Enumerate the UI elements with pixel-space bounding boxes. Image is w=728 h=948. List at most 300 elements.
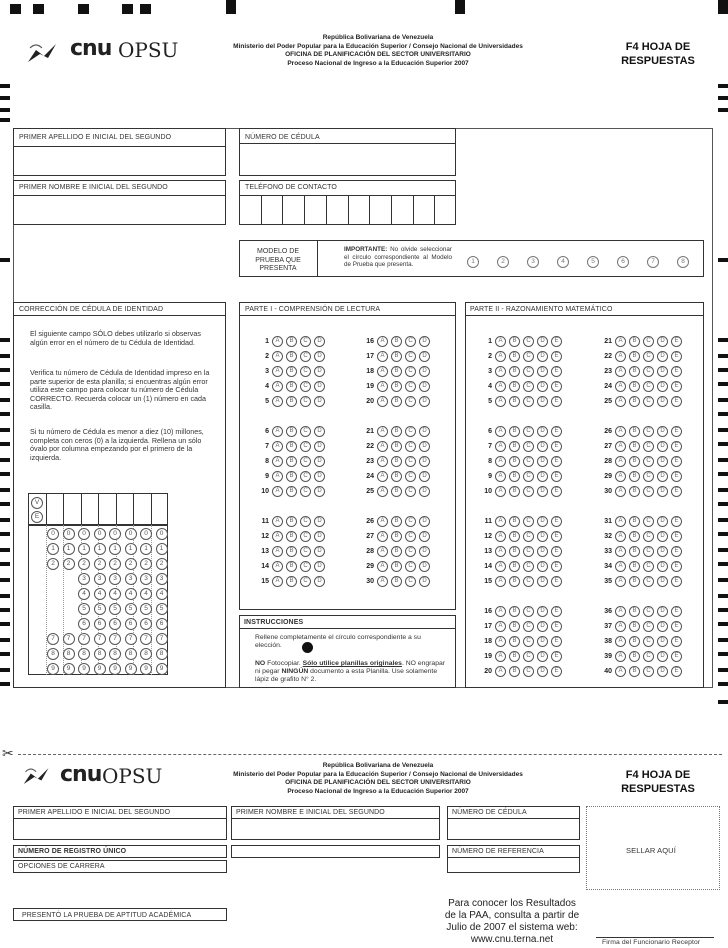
answer-bubble-c[interactable]: C	[523, 561, 534, 572]
answer-bubble-e[interactable]: E	[671, 531, 682, 542]
digit-bubble-9[interactable]: 9	[109, 663, 121, 675]
answer-bubble-e[interactable]: E	[671, 651, 682, 662]
digit-bubble-5[interactable]: 5	[140, 603, 152, 615]
answer-bubble-d[interactable]: D	[419, 471, 430, 482]
answer-bubble-a[interactable]: A	[377, 366, 388, 377]
model-option-4[interactable]: 4	[557, 256, 569, 268]
answer-bubble-c[interactable]: C	[643, 636, 654, 647]
answer-bubble-d[interactable]: D	[537, 531, 548, 542]
answer-bubble-a[interactable]: A	[495, 351, 506, 362]
answer-bubble-b[interactable]: B	[286, 381, 297, 392]
digit-bubble-3[interactable]: 3	[94, 573, 106, 585]
answer-bubble-c[interactable]: C	[523, 636, 534, 647]
answer-bubble-e[interactable]: E	[671, 441, 682, 452]
model-option-7[interactable]: 7	[647, 256, 659, 268]
answer-bubble-d[interactable]: D	[537, 606, 548, 617]
digit-bubble-0[interactable]: 0	[109, 528, 121, 540]
answer-bubble-e[interactable]: E	[551, 576, 562, 587]
answer-bubble-c[interactable]: C	[300, 381, 311, 392]
answer-bubble-e[interactable]: E	[551, 666, 562, 677]
answer-bubble-c[interactable]: C	[300, 441, 311, 452]
answer-bubble-d[interactable]: D	[537, 666, 548, 677]
answer-bubble-a[interactable]: A	[495, 426, 506, 437]
answer-bubble-a[interactable]: A	[495, 561, 506, 572]
answer-bubble-e[interactable]: E	[551, 621, 562, 632]
answer-bubble-d[interactable]: D	[314, 471, 325, 482]
answer-bubble-b[interactable]: B	[629, 531, 640, 542]
answer-bubble-a[interactable]: A	[272, 531, 283, 542]
answer-bubble-c[interactable]: C	[643, 606, 654, 617]
answer-bubble-d[interactable]: D	[657, 636, 668, 647]
digit-bubble-2[interactable]: 2	[109, 558, 121, 570]
answer-bubble-c[interactable]: C	[643, 396, 654, 407]
answer-bubble-c[interactable]: C	[523, 396, 534, 407]
answer-bubble-d[interactable]: D	[314, 441, 325, 452]
answer-bubble-b[interactable]: B	[391, 381, 402, 392]
answer-bubble-b[interactable]: B	[629, 396, 640, 407]
answer-bubble-a[interactable]: A	[377, 456, 388, 467]
answer-bubble-d[interactable]: D	[537, 636, 548, 647]
answer-bubble-d[interactable]: D	[537, 351, 548, 362]
answer-bubble-b[interactable]: B	[629, 351, 640, 362]
answer-bubble-b[interactable]: B	[391, 576, 402, 587]
answer-bubble-d[interactable]: D	[657, 666, 668, 677]
answer-bubble-a[interactable]: A	[495, 366, 506, 377]
answer-bubble-d[interactable]: D	[537, 486, 548, 497]
answer-bubble-b[interactable]: B	[509, 531, 520, 542]
answer-bubble-d[interactable]: D	[314, 546, 325, 557]
answer-bubble-b[interactable]: B	[629, 336, 640, 347]
answer-bubble-a[interactable]: A	[615, 576, 626, 587]
answer-bubble-c[interactable]: C	[643, 336, 654, 347]
answer-bubble-a[interactable]: A	[495, 441, 506, 452]
answer-bubble-b[interactable]: B	[391, 441, 402, 452]
answer-bubble-c[interactable]: C	[523, 336, 534, 347]
answer-bubble-a[interactable]: A	[495, 456, 506, 467]
answer-bubble-a[interactable]: A	[272, 486, 283, 497]
answer-bubble-a[interactable]: A	[272, 561, 283, 572]
answer-bubble-b[interactable]: B	[391, 426, 402, 437]
answer-bubble-e[interactable]: E	[551, 606, 562, 617]
digit-bubble-1[interactable]: 1	[78, 543, 90, 555]
answer-bubble-c[interactable]: C	[523, 666, 534, 677]
answer-bubble-e[interactable]: E	[551, 636, 562, 647]
answer-bubble-e[interactable]: E	[551, 531, 562, 542]
digit-bubble-7[interactable]: 7	[109, 633, 121, 645]
answer-bubble-b[interactable]: B	[629, 441, 640, 452]
answer-bubble-b[interactable]: B	[391, 396, 402, 407]
answer-bubble-b[interactable]: B	[391, 516, 402, 527]
answer-bubble-c[interactable]: C	[300, 456, 311, 467]
answer-bubble-d[interactable]: D	[657, 651, 668, 662]
answer-bubble-b[interactable]: B	[629, 576, 640, 587]
answer-bubble-b[interactable]: B	[391, 561, 402, 572]
digit-bubble-2[interactable]: 2	[125, 558, 137, 570]
answer-bubble-a[interactable]: A	[615, 636, 626, 647]
digit-bubble-9[interactable]: 9	[156, 663, 168, 675]
answer-bubble-b[interactable]: B	[509, 471, 520, 482]
answer-bubble-c[interactable]: C	[643, 546, 654, 557]
answer-bubble-a[interactable]: A	[377, 561, 388, 572]
digit-bubble-3[interactable]: 3	[140, 573, 152, 585]
answer-bubble-d[interactable]: D	[419, 396, 430, 407]
answer-bubble-a[interactable]: A	[615, 351, 626, 362]
answer-bubble-b[interactable]: B	[286, 561, 297, 572]
answer-bubble-e[interactable]: E	[671, 396, 682, 407]
answer-bubble-e[interactable]: E	[551, 651, 562, 662]
answer-bubble-b[interactable]: B	[629, 486, 640, 497]
answer-bubble-a[interactable]: A	[495, 621, 506, 632]
answer-bubble-a[interactable]: A	[615, 366, 626, 377]
answer-bubble-e[interactable]: E	[671, 621, 682, 632]
answer-bubble-d[interactable]: D	[537, 576, 548, 587]
answer-bubble-d[interactable]: D	[419, 336, 430, 347]
answer-bubble-b[interactable]: B	[509, 426, 520, 437]
answer-bubble-c[interactable]: C	[523, 531, 534, 542]
answer-bubble-d[interactable]: D	[419, 576, 430, 587]
digit-bubble-0[interactable]: 0	[47, 528, 59, 540]
answer-bubble-b[interactable]: B	[629, 381, 640, 392]
answer-bubble-c[interactable]: C	[643, 426, 654, 437]
answer-bubble-c[interactable]: C	[643, 561, 654, 572]
answer-bubble-d[interactable]: D	[419, 366, 430, 377]
digit-bubble-9[interactable]: 9	[140, 663, 152, 675]
answer-bubble-c[interactable]: C	[523, 621, 534, 632]
answer-bubble-b[interactable]: B	[509, 351, 520, 362]
answer-bubble-a[interactable]: A	[495, 666, 506, 677]
digit-bubble-1[interactable]: 1	[125, 543, 137, 555]
digit-bubble-2[interactable]: 2	[140, 558, 152, 570]
answer-bubble-a[interactable]: A	[272, 426, 283, 437]
answer-bubble-b[interactable]: B	[509, 576, 520, 587]
answer-bubble-c[interactable]: C	[523, 606, 534, 617]
answer-bubble-b[interactable]: B	[509, 561, 520, 572]
answer-bubble-e[interactable]: E	[551, 486, 562, 497]
digit-bubble-7[interactable]: 7	[94, 633, 106, 645]
answer-bubble-c[interactable]: C	[643, 621, 654, 632]
digit-bubble-3[interactable]: 3	[78, 573, 90, 585]
answer-bubble-d[interactable]: D	[657, 561, 668, 572]
answer-bubble-a[interactable]: A	[495, 636, 506, 647]
answer-bubble-d[interactable]: D	[537, 546, 548, 557]
answer-bubble-a[interactable]: A	[495, 576, 506, 587]
digit-bubble-8[interactable]: 8	[47, 648, 59, 660]
answer-bubble-a[interactable]: A	[615, 546, 626, 557]
digit-bubble-2[interactable]: 2	[63, 558, 75, 570]
digit-bubble-9[interactable]: 9	[47, 663, 59, 675]
digit-bubble-0[interactable]: 0	[78, 528, 90, 540]
answer-bubble-d[interactable]: D	[419, 561, 430, 572]
answer-bubble-b[interactable]: B	[391, 456, 402, 467]
digit-bubble-1[interactable]: 1	[47, 543, 59, 555]
answer-bubble-c[interactable]: C	[300, 471, 311, 482]
answer-bubble-b[interactable]: B	[286, 366, 297, 377]
answer-bubble-e[interactable]: E	[671, 426, 682, 437]
answer-bubble-a[interactable]: A	[377, 426, 388, 437]
digit-bubble-0[interactable]: 0	[94, 528, 106, 540]
answer-bubble-a[interactable]: A	[615, 516, 626, 527]
answer-bubble-e[interactable]: E	[551, 351, 562, 362]
answer-bubble-b[interactable]: B	[391, 546, 402, 557]
answer-bubble-c[interactable]: C	[300, 531, 311, 542]
digit-bubble-6[interactable]: 6	[125, 618, 137, 630]
model-option-3[interactable]: 3	[527, 256, 539, 268]
digit-bubble-9[interactable]: 9	[94, 663, 106, 675]
answer-bubble-d[interactable]: D	[537, 381, 548, 392]
answer-bubble-a[interactable]: A	[272, 516, 283, 527]
answer-bubble-d[interactable]: D	[314, 576, 325, 587]
answer-bubble-a[interactable]: A	[272, 381, 283, 392]
answer-bubble-a[interactable]: A	[615, 561, 626, 572]
digit-bubble-1[interactable]: 1	[140, 543, 152, 555]
answer-bubble-c[interactable]: C	[523, 486, 534, 497]
answer-bubble-b[interactable]: B	[286, 531, 297, 542]
answer-bubble-c[interactable]: C	[523, 576, 534, 587]
digit-bubble-0[interactable]: 0	[156, 528, 168, 540]
answer-bubble-d[interactable]: D	[657, 576, 668, 587]
answer-bubble-c[interactable]: C	[643, 651, 654, 662]
answer-bubble-d[interactable]: D	[419, 351, 430, 362]
answer-bubble-e[interactable]: E	[671, 606, 682, 617]
answer-bubble-d[interactable]: D	[657, 621, 668, 632]
answer-bubble-d[interactable]: D	[314, 426, 325, 437]
answer-bubble-a[interactable]: A	[615, 651, 626, 662]
answer-bubble-e[interactable]: E	[551, 471, 562, 482]
answer-bubble-c[interactable]: C	[405, 516, 416, 527]
answer-bubble-e[interactable]: E	[551, 561, 562, 572]
answer-bubble-b[interactable]: B	[286, 426, 297, 437]
answer-bubble-d[interactable]: D	[657, 456, 668, 467]
answer-bubble-d[interactable]: D	[537, 441, 548, 452]
nationality-e[interactable]: E	[31, 511, 43, 523]
answer-bubble-d[interactable]: D	[657, 441, 668, 452]
answer-bubble-d[interactable]: D	[314, 486, 325, 497]
answer-bubble-b[interactable]: B	[286, 456, 297, 467]
answer-bubble-a[interactable]: A	[377, 336, 388, 347]
answer-bubble-b[interactable]: B	[391, 486, 402, 497]
answer-bubble-b[interactable]: B	[629, 456, 640, 467]
model-option-2[interactable]: 2	[497, 256, 509, 268]
answer-bubble-c[interactable]: C	[405, 576, 416, 587]
digit-bubble-2[interactable]: 2	[94, 558, 106, 570]
answer-bubble-a[interactable]: A	[272, 471, 283, 482]
answer-bubble-d[interactable]: D	[537, 561, 548, 572]
answer-bubble-a[interactable]: A	[495, 471, 506, 482]
digit-bubble-1[interactable]: 1	[94, 543, 106, 555]
answer-bubble-b[interactable]: B	[509, 396, 520, 407]
answer-bubble-d[interactable]: D	[657, 516, 668, 527]
answer-bubble-e[interactable]: E	[551, 546, 562, 557]
answer-bubble-d[interactable]: D	[657, 546, 668, 557]
answer-bubble-d[interactable]: D	[657, 606, 668, 617]
answer-bubble-c[interactable]: C	[523, 381, 534, 392]
answer-bubble-e[interactable]: E	[671, 636, 682, 647]
answer-bubble-d[interactable]: D	[314, 336, 325, 347]
answer-bubble-b[interactable]: B	[629, 546, 640, 557]
digit-bubble-2[interactable]: 2	[156, 558, 168, 570]
answer-bubble-c[interactable]: C	[643, 516, 654, 527]
model-option-5[interactable]: 5	[587, 256, 599, 268]
digit-bubble-8[interactable]: 8	[78, 648, 90, 660]
answer-bubble-d[interactable]: D	[314, 396, 325, 407]
answer-bubble-b[interactable]: B	[509, 441, 520, 452]
digit-bubble-4[interactable]: 4	[140, 588, 152, 600]
digit-bubble-0[interactable]: 0	[63, 528, 75, 540]
digit-bubble-3[interactable]: 3	[125, 573, 137, 585]
answer-bubble-c[interactable]: C	[300, 396, 311, 407]
answer-bubble-c[interactable]: C	[405, 426, 416, 437]
answer-bubble-a[interactable]: A	[377, 516, 388, 527]
answer-bubble-e[interactable]: E	[671, 666, 682, 677]
answer-bubble-d[interactable]: D	[314, 351, 325, 362]
digit-bubble-5[interactable]: 5	[125, 603, 137, 615]
answer-bubble-d[interactable]: D	[657, 426, 668, 437]
answer-bubble-e[interactable]: E	[551, 426, 562, 437]
digit-bubble-4[interactable]: 4	[78, 588, 90, 600]
answer-bubble-a[interactable]: A	[377, 381, 388, 392]
answer-bubble-d[interactable]: D	[419, 486, 430, 497]
id-input[interactable]	[239, 143, 456, 176]
answer-bubble-b[interactable]: B	[391, 471, 402, 482]
answer-bubble-d[interactable]: D	[657, 351, 668, 362]
answer-bubble-c[interactable]: C	[300, 351, 311, 362]
digit-bubble-8[interactable]: 8	[63, 648, 75, 660]
answer-bubble-d[interactable]: D	[419, 426, 430, 437]
digit-bubble-3[interactable]: 3	[109, 573, 121, 585]
digit-bubble-0[interactable]: 0	[125, 528, 137, 540]
answer-bubble-e[interactable]: E	[551, 336, 562, 347]
answer-bubble-c[interactable]: C	[405, 336, 416, 347]
answer-bubble-b[interactable]: B	[629, 516, 640, 527]
answer-bubble-e[interactable]: E	[551, 441, 562, 452]
digit-bubble-7[interactable]: 7	[125, 633, 137, 645]
answer-bubble-c[interactable]: C	[300, 486, 311, 497]
answer-bubble-b[interactable]: B	[509, 366, 520, 377]
answer-bubble-c[interactable]: C	[405, 351, 416, 362]
answer-bubble-d[interactable]: D	[657, 486, 668, 497]
digit-bubble-0[interactable]: 0	[140, 528, 152, 540]
answer-bubble-a[interactable]: A	[377, 471, 388, 482]
answer-bubble-e[interactable]: E	[671, 351, 682, 362]
answer-bubble-b[interactable]: B	[629, 426, 640, 437]
answer-bubble-a[interactable]: A	[495, 546, 506, 557]
digit-bubble-8[interactable]: 8	[94, 648, 106, 660]
answer-bubble-a[interactable]: A	[495, 651, 506, 662]
digit-bubble-5[interactable]: 5	[156, 603, 168, 615]
answer-bubble-a[interactable]: A	[615, 396, 626, 407]
answer-bubble-d[interactable]: D	[419, 381, 430, 392]
answer-bubble-b[interactable]: B	[286, 576, 297, 587]
answer-bubble-d[interactable]: D	[537, 516, 548, 527]
answer-bubble-a[interactable]: A	[615, 621, 626, 632]
answer-bubble-c[interactable]: C	[405, 456, 416, 467]
model-option-1[interactable]: 1	[467, 256, 479, 268]
answer-bubble-d[interactable]: D	[419, 441, 430, 452]
answer-bubble-a[interactable]: A	[272, 576, 283, 587]
answer-bubble-d[interactable]: D	[314, 531, 325, 542]
answer-bubble-a[interactable]: A	[377, 351, 388, 362]
answer-bubble-d[interactable]: D	[537, 621, 548, 632]
answer-bubble-c[interactable]: C	[405, 486, 416, 497]
digit-bubble-6[interactable]: 6	[156, 618, 168, 630]
digit-bubble-6[interactable]: 6	[94, 618, 106, 630]
answer-bubble-a[interactable]: A	[272, 546, 283, 557]
answer-bubble-b[interactable]: B	[286, 486, 297, 497]
registry-input[interactable]	[231, 845, 440, 858]
answer-bubble-c[interactable]: C	[523, 456, 534, 467]
answer-bubble-c[interactable]: C	[405, 546, 416, 557]
answer-bubble-c[interactable]: C	[300, 426, 311, 437]
answer-bubble-c[interactable]: C	[643, 531, 654, 542]
answer-bubble-a[interactable]: A	[272, 366, 283, 377]
digit-bubble-8[interactable]: 8	[156, 648, 168, 660]
answer-bubble-c[interactable]: C	[643, 351, 654, 362]
answer-bubble-d[interactable]: D	[314, 516, 325, 527]
answer-bubble-a[interactable]: A	[495, 486, 506, 497]
answer-bubble-b[interactable]: B	[509, 651, 520, 662]
answer-bubble-a[interactable]: A	[272, 336, 283, 347]
answer-bubble-c[interactable]: C	[643, 576, 654, 587]
answer-bubble-d[interactable]: D	[657, 471, 668, 482]
answer-bubble-e[interactable]: E	[671, 336, 682, 347]
answer-bubble-b[interactable]: B	[286, 471, 297, 482]
answer-bubble-b[interactable]: B	[629, 606, 640, 617]
answer-bubble-a[interactable]: A	[615, 471, 626, 482]
answer-bubble-c[interactable]: C	[300, 561, 311, 572]
answer-bubble-d[interactable]: D	[419, 546, 430, 557]
digit-bubble-8[interactable]: 8	[109, 648, 121, 660]
answer-bubble-b[interactable]: B	[286, 336, 297, 347]
answer-bubble-b[interactable]: B	[509, 456, 520, 467]
digit-bubble-5[interactable]: 5	[109, 603, 121, 615]
answer-bubble-a[interactable]: A	[495, 531, 506, 542]
model-option-6[interactable]: 6	[617, 256, 629, 268]
answer-bubble-b[interactable]: B	[509, 636, 520, 647]
answer-bubble-c[interactable]: C	[523, 546, 534, 557]
answer-bubble-b[interactable]: B	[629, 651, 640, 662]
surname-input[interactable]	[13, 146, 226, 176]
answer-bubble-d[interactable]: D	[537, 426, 548, 437]
answer-bubble-a[interactable]: A	[495, 381, 506, 392]
digit-bubble-1[interactable]: 1	[109, 543, 121, 555]
answer-bubble-e[interactable]: E	[671, 561, 682, 572]
answer-bubble-d[interactable]: D	[537, 366, 548, 377]
answer-bubble-e[interactable]: E	[671, 546, 682, 557]
answer-bubble-c[interactable]: C	[523, 366, 534, 377]
answer-bubble-c[interactable]: C	[300, 336, 311, 347]
answer-bubble-c[interactable]: C	[643, 666, 654, 677]
answer-bubble-c[interactable]: C	[300, 546, 311, 557]
answer-bubble-b[interactable]: B	[629, 561, 640, 572]
answer-bubble-d[interactable]: D	[419, 531, 430, 542]
digit-bubble-7[interactable]: 7	[156, 633, 168, 645]
digit-bubble-8[interactable]: 8	[140, 648, 152, 660]
answer-bubble-a[interactable]: A	[495, 336, 506, 347]
answer-bubble-d[interactable]: D	[537, 471, 548, 482]
cut-line[interactable]	[18, 754, 722, 755]
answer-bubble-b[interactable]: B	[286, 441, 297, 452]
answer-bubble-b[interactable]: B	[286, 516, 297, 527]
answer-bubble-d[interactable]: D	[314, 366, 325, 377]
answer-bubble-d[interactable]: D	[314, 456, 325, 467]
answer-bubble-a[interactable]: A	[377, 441, 388, 452]
answer-bubble-e[interactable]: E	[551, 366, 562, 377]
nationality-v[interactable]: V	[31, 497, 43, 509]
digit-bubble-2[interactable]: 2	[47, 558, 59, 570]
answer-bubble-a[interactable]: A	[495, 396, 506, 407]
digit-bubble-6[interactable]: 6	[78, 618, 90, 630]
answer-bubble-d[interactable]: D	[537, 396, 548, 407]
